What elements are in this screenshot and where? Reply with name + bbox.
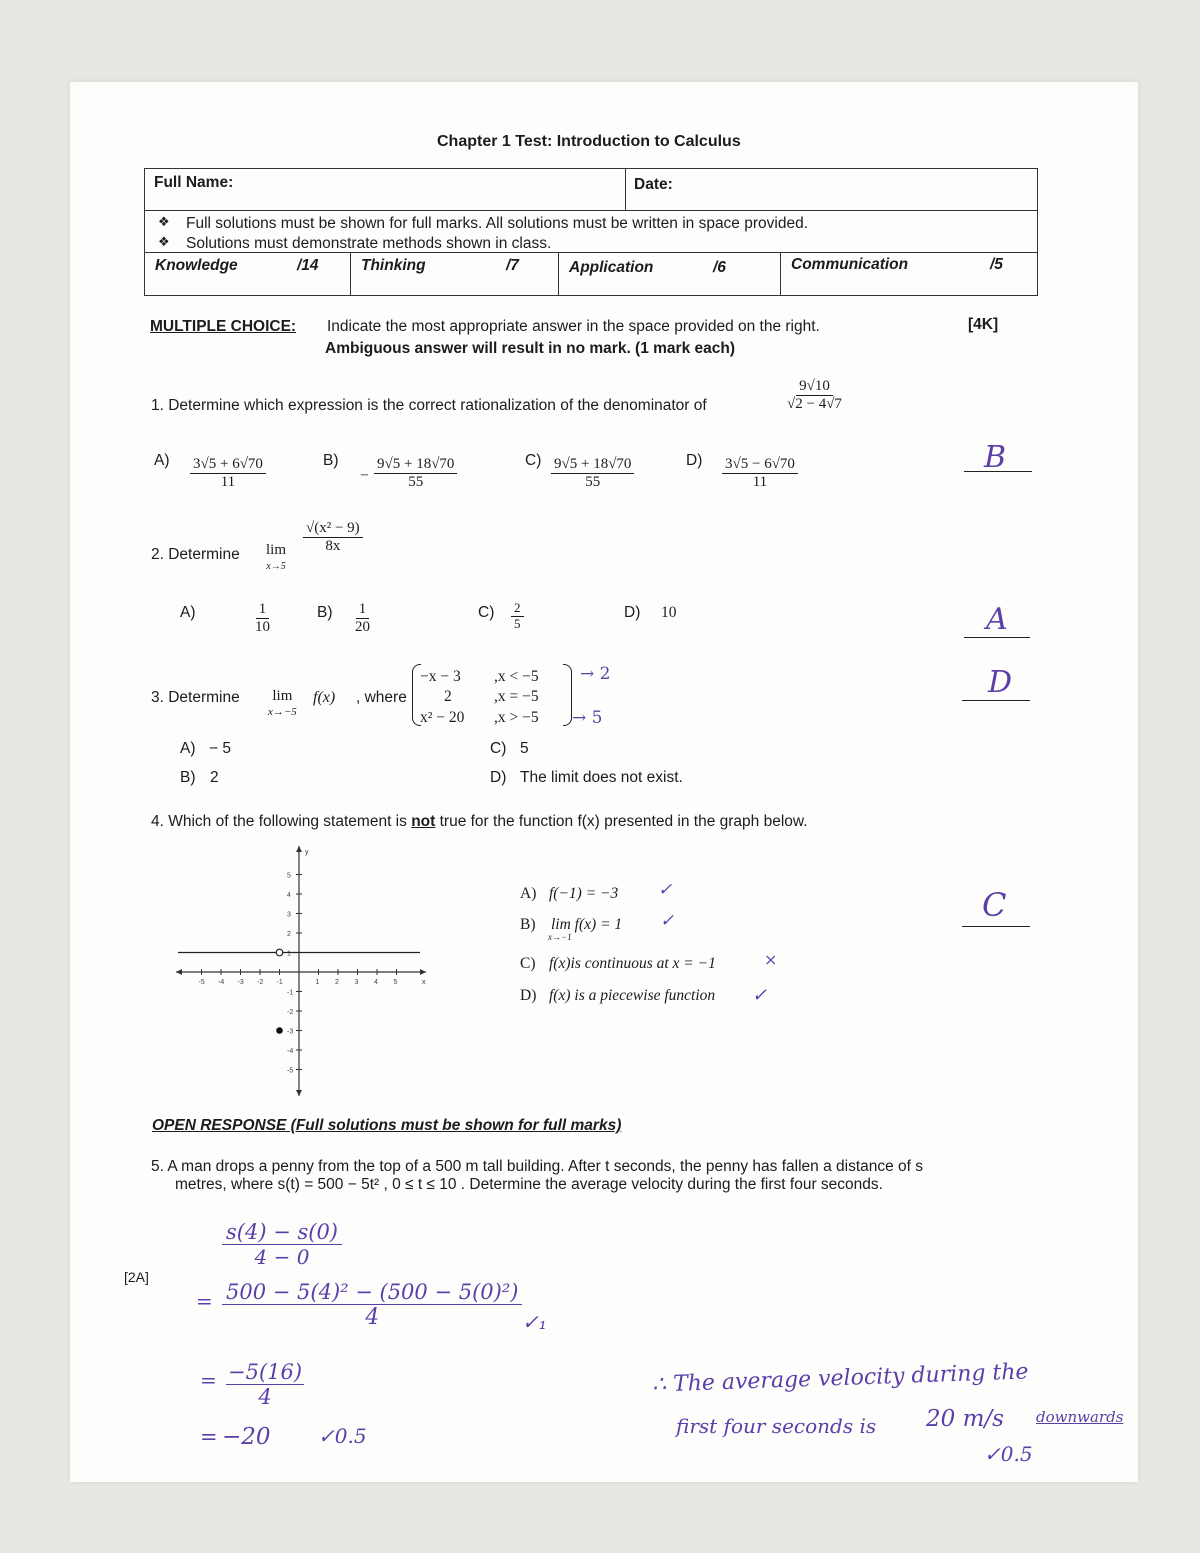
q4-option-d-label: D) xyxy=(520,987,537,1004)
q4-option-c: f(x)is continuous at x = −1 xyxy=(549,955,716,972)
q4-option-b-label: B) xyxy=(520,916,536,933)
q1-option-d-label: D) xyxy=(686,452,703,469)
q3-function: f(x) xyxy=(313,689,336,706)
x-tick-label: -5 xyxy=(198,979,205,986)
instruction-2: Solutions must demonstrate methods shown in class. xyxy=(186,235,552,252)
q3-piece-2-cond: ,x = −5 xyxy=(494,688,539,705)
x-tick-label: 5 xyxy=(393,979,398,986)
q4-option-d-check-icon: ✓ xyxy=(752,985,768,1006)
x-tick-label: 1 xyxy=(315,979,320,986)
q1-option-b-sign: − xyxy=(360,467,369,484)
q4-graph xyxy=(168,842,438,1102)
y-tick-label: 5 xyxy=(287,872,291,880)
y-axis-arrow-icon xyxy=(296,1090,302,1096)
q4-option-a: f(−1) = −3 xyxy=(549,885,619,902)
x-tick-label: 2 xyxy=(335,979,339,986)
q1-option-a-label: A) xyxy=(154,452,170,469)
y-tick-label: 4 xyxy=(287,892,291,899)
y-tick-label: -3 xyxy=(287,1028,294,1036)
y-tick-label: -1 xyxy=(287,989,294,997)
q3-piece-1-expr: −x − 3 xyxy=(420,668,461,685)
q1-prompt: 1. Determine which expression is the correct rationalization of the denominator of xyxy=(151,397,707,414)
q5-work-step-3-equals: = xyxy=(200,1368,217,1392)
q1-answer: B xyxy=(984,440,1007,475)
score-knowledge: /14 xyxy=(297,257,319,274)
y-tick-label: -5 xyxy=(287,1067,294,1075)
q2-option-c: $\frac{2}{5}$ xyxy=(511,601,524,632)
q5-work-step-4-check-icon: ✓0.5 xyxy=(318,1424,367,1448)
x-tick-label: -1 xyxy=(276,979,283,986)
q4-answer-line xyxy=(962,926,1030,927)
mc-instruction: Indicate the most appropriate answer in the space provided on the right. xyxy=(327,318,820,335)
instruction-1: Full solutions must be shown for full marks. All solutions must be written in space provided. xyxy=(186,215,808,232)
x-tick-label: 3 xyxy=(354,979,359,986)
q2-answer-line xyxy=(964,637,1030,638)
mc-warning: Ambiguous answer will result in no mark. (1 mark each) xyxy=(325,340,736,357)
q3-answer-line xyxy=(962,700,1030,701)
category-communication: Communication xyxy=(791,256,909,273)
q2-answer: A xyxy=(986,602,1008,637)
q5-work-step-2: 500 − 5(4)² − (500 − 5(0)²) 4 xyxy=(222,1280,522,1330)
q3-option-a: − 5 xyxy=(209,740,231,757)
q3-option-b-label: B) xyxy=(180,769,196,786)
q3-piece-2-expr: 2 xyxy=(444,688,452,705)
q1-option-b: $\frac{9√5 + 18√70}{55}$ xyxy=(374,456,457,492)
q4-option-c-label: C) xyxy=(520,955,536,972)
x-tick-label: -3 xyxy=(237,979,244,986)
page-title: Chapter 1 Test: Introduction to Calculus xyxy=(437,133,741,150)
q5-line-1: 5. A man drops a penny from the top of a 500 m tall building. After t seconds, the penny has fallen a distance of s xyxy=(151,1158,924,1175)
q4-option-b-check-icon: ✓ xyxy=(660,911,675,931)
q2-limit: lim x→5 xyxy=(266,542,287,572)
q4-prompt: 4. Which of the following statement is not true for the function f(x) presented in the graph below. xyxy=(151,813,808,830)
score-thinking: /7 xyxy=(506,257,519,274)
q3-limit: lim x→−5 xyxy=(268,688,297,718)
q4-option-b-sub: x→−1 xyxy=(548,932,572,942)
y-axis-arrow-icon xyxy=(296,846,302,852)
q5-work-step-4-equals: = xyxy=(200,1425,218,1449)
date-label: Date: xyxy=(634,176,673,193)
x-axis-label: x xyxy=(422,979,426,986)
q1-expression: $\frac{9√10}{√2 - 4√7}$ xyxy=(787,378,842,413)
q3-piece-3-cond: ,x > −5 xyxy=(494,709,539,726)
open-point xyxy=(276,949,283,956)
q4-option-c-cross-icon: × xyxy=(764,950,778,969)
q1-answer-line xyxy=(964,471,1032,472)
q4-answer: C xyxy=(982,886,1007,924)
q3-piece-1-cond: ,x < −5 xyxy=(494,668,539,685)
q4-option-b: lim f(x) = 1 xyxy=(551,916,623,933)
q3-prompt: 3. Determine xyxy=(151,689,240,706)
category-knowledge: Knowledge xyxy=(155,257,238,274)
mc-marks: [4K] xyxy=(968,316,999,333)
q3-option-d: The limit does not exist. xyxy=(520,769,683,786)
q5-conclusion-value: 20 m/s xyxy=(926,1406,1004,1432)
q3-option-b: 2 xyxy=(210,769,219,786)
x-tick-label: 4 xyxy=(374,979,378,986)
x-axis-arrow-icon xyxy=(420,969,426,975)
q5-conclusion-check-icon: ✓0.5 xyxy=(984,1442,1033,1466)
q2-option-d-label: D) xyxy=(624,604,641,621)
q2-option-b-label: B) xyxy=(317,604,333,621)
q2-prompt: 2. Determine xyxy=(151,546,240,563)
q4-option-d: f(x) is a piecewise function xyxy=(549,987,716,1004)
q3-option-a-label: A) xyxy=(180,740,196,757)
open-response-heading: OPEN RESPONSE (Full solutions must be shown for full marks) xyxy=(152,1117,622,1134)
x-tick-label: -2 xyxy=(257,979,264,986)
q2-expression: $\frac{\text{√(x² − 9)}}{8x}$ xyxy=(303,520,363,556)
q1-option-d: $\frac{3√5 - 6√70}{11}$ xyxy=(722,456,798,492)
q3-option-c: 5 xyxy=(520,740,529,757)
q3-answer: D xyxy=(988,665,1013,700)
y-tick-label: 1 xyxy=(287,950,291,958)
q3-piece-3-expr: x² − 20 xyxy=(420,709,465,726)
q2-option-d: 10 xyxy=(661,604,677,621)
q3-option-c-label: C) xyxy=(490,740,507,757)
full-name-label: Full Name: xyxy=(154,174,234,191)
q5-conclusion-line-1: ∴ The average velocity during the xyxy=(651,1359,1029,1398)
q2-option-c-label: C) xyxy=(478,604,495,621)
q5-work-step-1: s(4) − s(0) 4 − 0 xyxy=(222,1220,342,1269)
q1-option-c-label: C) xyxy=(525,452,542,469)
q5-work-step-2-check-icon: ✓₁ xyxy=(522,1310,547,1334)
q5-conclusion-line-2: first four seconds is xyxy=(676,1414,877,1438)
q5-conclusion-direction: downwards xyxy=(1036,1408,1124,1426)
bullet-icon: ❖ xyxy=(158,215,170,230)
q5-work-step-3: −5(16) 4 xyxy=(228,1360,303,1409)
score-application: /6 xyxy=(713,259,726,276)
q2-option-b: $\frac{1}{20}$ xyxy=(355,601,370,636)
y-tick-label: 2 xyxy=(287,931,291,938)
q5-work-step-2-equals: = xyxy=(196,1289,213,1313)
q4-option-a-check-icon: ✓ xyxy=(658,880,673,900)
x-axis-arrow-icon xyxy=(176,969,182,975)
q5-line-2: metres, where s(t) = 500 − 5t² , 0 ≤ t ≤ 10 . Determine the average velocity during the first four seconds. xyxy=(175,1176,883,1193)
x-tick-label: -4 xyxy=(218,979,225,986)
q2-option-a-label: A) xyxy=(180,604,196,621)
q4-option-a-label: A) xyxy=(520,885,537,902)
q1-option-b-label: B) xyxy=(323,452,339,469)
q5-work-step-4: −20 xyxy=(222,1424,271,1450)
bullet-icon: ❖ xyxy=(158,235,170,250)
q3-where: , where xyxy=(356,689,407,706)
q3-annotation-1: → 2 xyxy=(580,664,611,684)
q3-option-d-label: D) xyxy=(490,769,507,786)
category-thinking: Thinking xyxy=(361,257,426,274)
q5-marks: [2A] xyxy=(124,1269,149,1285)
q3-annotation-2: → 5 xyxy=(572,708,603,728)
closed-point xyxy=(276,1027,283,1034)
q2-option-a: $\frac{1}{10}$ xyxy=(255,601,270,636)
y-tick-label: -4 xyxy=(287,1048,294,1055)
score-communication: /5 xyxy=(990,256,1003,273)
mc-heading: MULTIPLE CHOICE: xyxy=(150,318,297,335)
y-tick-label: -2 xyxy=(287,1009,294,1016)
q1-option-a: $\frac{3√5 + 6√70}{11}$ xyxy=(190,456,266,492)
y-axis-label: y xyxy=(305,849,309,856)
q3-brace-right xyxy=(563,664,572,726)
y-tick-label: 3 xyxy=(287,911,291,919)
q1-option-c: $\frac{9√5 + 18√70}{55}$ xyxy=(551,456,634,492)
category-application: Application xyxy=(569,259,654,276)
